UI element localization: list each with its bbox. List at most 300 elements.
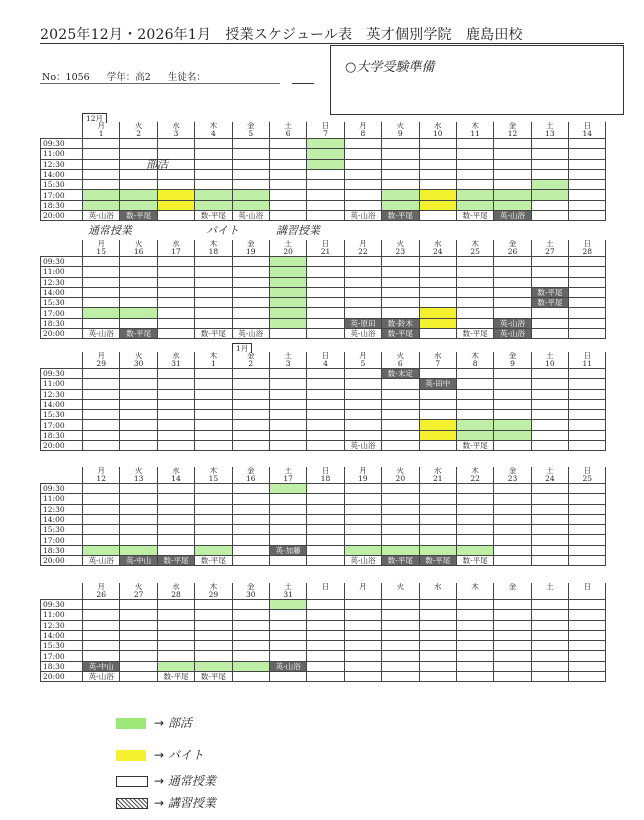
schedule-cell xyxy=(307,420,344,430)
schedule-cell xyxy=(195,149,232,159)
schedule-cell xyxy=(195,180,232,190)
schedule-cell xyxy=(269,610,306,620)
schedule-cell xyxy=(494,277,531,287)
date-label: 2 xyxy=(232,360,269,369)
day-label: 日 xyxy=(569,122,606,130)
time-label: 15:30 xyxy=(41,298,83,308)
time-row xyxy=(41,620,606,630)
day-label: 水 xyxy=(157,467,194,475)
schedule-cell xyxy=(120,600,157,610)
schedule-cell xyxy=(157,620,194,630)
schedule-cell xyxy=(157,535,194,545)
day-label: 水 xyxy=(419,240,456,248)
schedule-cell xyxy=(344,545,381,555)
schedule-cell xyxy=(569,610,606,620)
time-label: 09:30 xyxy=(41,257,83,267)
schedule-cell xyxy=(232,399,269,409)
schedule-cell xyxy=(419,600,456,610)
schedule-cell xyxy=(307,149,344,159)
time-row xyxy=(41,610,606,620)
time-label: 12:30 xyxy=(41,504,83,514)
schedule-cell xyxy=(344,620,381,630)
schedule-cell xyxy=(269,399,306,409)
lesson-cell: 英-原田 xyxy=(344,318,381,328)
schedule-cell xyxy=(157,545,194,555)
date-label: 28 xyxy=(157,591,194,600)
schedule-cell xyxy=(195,308,232,318)
schedule-cell xyxy=(232,318,269,328)
schedule-cell xyxy=(456,651,493,661)
schedule-cell xyxy=(195,410,232,420)
day-label: 金 xyxy=(494,240,531,248)
schedule-cell xyxy=(344,169,381,179)
time-label: 17:00 xyxy=(41,190,83,200)
schedule-cell xyxy=(232,494,269,504)
schedule-cell xyxy=(195,430,232,440)
day-label: 月 xyxy=(83,583,120,591)
schedule-cell xyxy=(344,389,381,399)
time-label: 15:30 xyxy=(41,180,83,190)
schedule-cell xyxy=(269,287,306,297)
schedule-cell xyxy=(120,420,157,430)
schedule-cell xyxy=(120,257,157,267)
schedule-cell xyxy=(531,600,568,610)
legend-bukatsu: → 部活 xyxy=(154,716,192,730)
name-underline xyxy=(292,83,314,84)
day-label: 土 xyxy=(269,467,306,475)
time-row xyxy=(41,159,606,169)
schedule-cell xyxy=(120,180,157,190)
date-label: 16 xyxy=(120,248,157,257)
schedule-cell xyxy=(232,308,269,318)
time-label: 20:00 xyxy=(41,211,83,221)
date-label: 22 xyxy=(344,248,381,257)
schedule-cell xyxy=(382,200,419,210)
schedule-cell xyxy=(456,389,493,399)
lesson-cell: 英-山浴 xyxy=(232,329,269,339)
date-label: 1 xyxy=(83,130,120,139)
time-label: 09:30 xyxy=(41,600,83,610)
date-label: 30 xyxy=(120,360,157,369)
schedule-cell xyxy=(419,298,456,308)
lesson-cell: 数-平尾 xyxy=(456,329,493,339)
schedule-cell xyxy=(269,430,306,440)
schedule-cell xyxy=(382,159,419,169)
schedule-cell xyxy=(83,139,120,149)
schedule-cell xyxy=(83,514,120,524)
schedule-cell xyxy=(232,545,269,555)
day-label: 土 xyxy=(531,467,568,475)
schedule-cell xyxy=(382,410,419,420)
schedule-cell xyxy=(120,441,157,451)
schedule-cell xyxy=(531,329,568,339)
schedule-cell xyxy=(419,257,456,267)
schedule-cell xyxy=(195,420,232,430)
schedule-cell xyxy=(307,651,344,661)
schedule-cell xyxy=(419,430,456,440)
day-label: 火 xyxy=(120,240,157,248)
schedule-cell xyxy=(157,389,194,399)
schedule-cell xyxy=(456,525,493,535)
day-label: 木 xyxy=(456,583,493,591)
schedule-cell xyxy=(569,149,606,159)
schedule-cell xyxy=(269,369,306,379)
schedule-cell xyxy=(494,672,531,682)
schedule-cell xyxy=(569,556,606,566)
date-label: 6 xyxy=(269,130,306,139)
schedule-cell xyxy=(120,190,157,200)
date-label: 14 xyxy=(569,130,606,139)
schedule-cell xyxy=(83,159,120,169)
schedule-cell xyxy=(195,545,232,555)
memo-text: ○大学受験準備 xyxy=(345,60,435,75)
schedule-cell xyxy=(494,139,531,149)
day-label: 火 xyxy=(120,352,157,360)
schedule-cell xyxy=(569,200,606,210)
date-label: 23 xyxy=(494,475,531,484)
schedule-cell xyxy=(382,620,419,630)
schedule-cell xyxy=(307,329,344,339)
schedule-cell xyxy=(232,149,269,159)
day-label: 金 xyxy=(232,583,269,591)
schedule-cell xyxy=(494,525,531,535)
schedule-cell xyxy=(307,441,344,451)
schedule-cell xyxy=(307,525,344,535)
schedule-cell xyxy=(456,600,493,610)
schedule-cell xyxy=(344,410,381,420)
schedule-cell xyxy=(157,318,194,328)
date-label: 29 xyxy=(195,591,232,600)
schedule-cell xyxy=(157,298,194,308)
date-label: 9 xyxy=(382,130,419,139)
schedule-cell xyxy=(195,379,232,389)
day-label: 火 xyxy=(382,122,419,130)
lesson-cell: 数-平尾 xyxy=(120,329,157,339)
schedule-cell xyxy=(531,651,568,661)
date-label: 1 xyxy=(195,360,232,369)
schedule-cell xyxy=(269,672,306,682)
schedule-cell xyxy=(269,494,306,504)
time-row xyxy=(41,430,606,440)
schedule-cell xyxy=(494,190,531,200)
schedule-cell xyxy=(232,159,269,169)
time-row xyxy=(41,556,606,566)
date-label: 31 xyxy=(157,360,194,369)
schedule-cell xyxy=(120,661,157,671)
lesson-cell: 英-山浴 xyxy=(269,661,306,671)
lesson-cell: 英-田中 xyxy=(419,379,456,389)
schedule-cell xyxy=(83,641,120,651)
schedule-cell xyxy=(531,672,568,682)
date-label: 17 xyxy=(269,475,306,484)
time-label: 14:00 xyxy=(41,630,83,640)
schedule-cell xyxy=(382,494,419,504)
schedule-cell xyxy=(83,267,120,277)
lesson-cell: 英-中山 xyxy=(83,661,120,671)
memo-box xyxy=(330,45,624,115)
schedule-cell xyxy=(120,389,157,399)
schedule-cell xyxy=(531,369,568,379)
date-label: 15 xyxy=(83,248,120,257)
schedule-cell xyxy=(83,441,120,451)
schedule-cell xyxy=(232,514,269,524)
schedule-cell xyxy=(531,399,568,409)
schedule-cell xyxy=(531,308,568,318)
schedule-cell xyxy=(569,308,606,318)
schedule-cell xyxy=(269,159,306,169)
date-label: 11 xyxy=(456,130,493,139)
schedule-cell xyxy=(157,504,194,514)
date-label: 31 xyxy=(269,591,306,600)
schedule-cell xyxy=(83,525,120,535)
schedule-cell xyxy=(569,389,606,399)
day-label: 月 xyxy=(344,240,381,248)
schedule-cell xyxy=(569,257,606,267)
schedule-cell xyxy=(419,211,456,221)
schedule-cell xyxy=(83,287,120,297)
week-table-4 xyxy=(40,467,606,566)
time-row xyxy=(41,149,606,159)
schedule-cell xyxy=(157,329,194,339)
schedule-cell xyxy=(195,298,232,308)
schedule-cell xyxy=(195,514,232,524)
schedule-cell xyxy=(195,641,232,651)
schedule-cell xyxy=(456,545,493,555)
schedule-cell xyxy=(531,169,568,179)
schedule-cell xyxy=(569,287,606,297)
day-label: 木 xyxy=(195,352,232,360)
lesson-cell: 数-平尾 xyxy=(531,298,568,308)
schedule-cell xyxy=(307,211,344,221)
schedule-cell xyxy=(269,504,306,514)
schedule-cell xyxy=(382,389,419,399)
schedule-cell xyxy=(269,298,306,308)
schedule-cell xyxy=(344,535,381,545)
schedule-cell xyxy=(232,535,269,545)
schedule-cell xyxy=(531,661,568,671)
schedule-cell xyxy=(157,600,194,610)
schedule-cell xyxy=(195,369,232,379)
schedule-cell xyxy=(569,379,606,389)
day-label: 金 xyxy=(232,240,269,248)
schedule-cell xyxy=(269,200,306,210)
time-row xyxy=(41,420,606,430)
schedule-cell xyxy=(456,298,493,308)
day-label: 木 xyxy=(456,240,493,248)
schedule-cell xyxy=(157,484,194,494)
date-label: 3 xyxy=(269,360,306,369)
time-row xyxy=(41,267,606,277)
schedule-cell xyxy=(419,661,456,671)
schedule-cell xyxy=(83,257,120,267)
schedule-cell xyxy=(456,379,493,389)
schedule-cell xyxy=(531,190,568,200)
schedule-cell xyxy=(419,149,456,159)
schedule-cell xyxy=(307,556,344,566)
schedule-cell xyxy=(494,535,531,545)
schedule-cell xyxy=(120,494,157,504)
schedule-cell xyxy=(157,211,194,221)
schedule-cell xyxy=(344,369,381,379)
week-table-5 xyxy=(40,583,606,682)
schedule-cell xyxy=(494,641,531,651)
schedule-cell xyxy=(232,169,269,179)
lesson-cell: 英-山浴 xyxy=(494,329,531,339)
schedule-cell xyxy=(569,430,606,440)
schedule-cell xyxy=(157,494,194,504)
schedule-cell xyxy=(120,504,157,514)
schedule-cell xyxy=(120,298,157,308)
schedule-cell xyxy=(382,267,419,277)
day-label: 水 xyxy=(419,583,456,591)
day-label: 金 xyxy=(494,122,531,130)
schedule-cell xyxy=(494,545,531,555)
schedule-cell xyxy=(307,410,344,420)
schedule-cell xyxy=(157,379,194,389)
day-label: 金 xyxy=(494,352,531,360)
schedule-cell xyxy=(531,641,568,651)
schedule-cell xyxy=(83,494,120,504)
schedule-cell xyxy=(569,525,606,535)
schedule-cell xyxy=(157,441,194,451)
time-row xyxy=(41,630,606,640)
schedule-cell xyxy=(120,545,157,555)
schedule-cell xyxy=(120,399,157,409)
day-label: 日 xyxy=(569,583,606,591)
day-label: 水 xyxy=(419,352,456,360)
schedule-cell xyxy=(195,318,232,328)
schedule-cell xyxy=(307,298,344,308)
lesson-cell: 英-山浴 xyxy=(232,211,269,221)
schedule-cell xyxy=(419,267,456,277)
schedule-cell xyxy=(232,379,269,389)
schedule-cell xyxy=(195,159,232,169)
schedule-cell xyxy=(569,369,606,379)
day-label: 土 xyxy=(269,583,306,591)
schedule-cell xyxy=(569,651,606,661)
schedule-cell xyxy=(531,379,568,389)
schedule-cell xyxy=(307,494,344,504)
date-label xyxy=(494,591,531,600)
schedule-cell xyxy=(569,600,606,610)
schedule-cell xyxy=(569,267,606,277)
schedule-cell xyxy=(456,287,493,297)
day-label: 土 xyxy=(269,240,306,248)
day-label: 火 xyxy=(120,467,157,475)
schedule-cell xyxy=(419,630,456,640)
schedule-cell xyxy=(83,430,120,440)
schedule-cell xyxy=(569,620,606,630)
date-label xyxy=(344,591,381,600)
schedule-cell xyxy=(157,420,194,430)
schedule-cell xyxy=(157,514,194,524)
schedule-cell xyxy=(157,180,194,190)
day-label: 木 xyxy=(195,583,232,591)
day-label: 金 xyxy=(494,583,531,591)
schedule-cell xyxy=(456,620,493,630)
schedule-cell xyxy=(456,159,493,169)
schedule-cell xyxy=(456,318,493,328)
student-name-label: 生徒名： xyxy=(167,72,206,83)
schedule-cell xyxy=(569,159,606,169)
schedule-cell xyxy=(269,318,306,328)
legend-swatch-tsujo xyxy=(116,776,148,787)
schedule-cell xyxy=(269,525,306,535)
time-label: 11:00 xyxy=(41,379,83,389)
time-label: 15:30 xyxy=(41,641,83,651)
date-label: 2 xyxy=(120,130,157,139)
time-label: 20:00 xyxy=(41,441,83,451)
schedule-cell xyxy=(120,620,157,630)
legend-baito: → バイト xyxy=(154,748,204,762)
schedule-cell xyxy=(195,169,232,179)
time-label: 17:00 xyxy=(41,651,83,661)
month-tag-jan: 1月 xyxy=(232,343,252,353)
time-label: 17:00 xyxy=(41,535,83,545)
schedule-cell xyxy=(232,661,269,671)
schedule-cell xyxy=(307,257,344,267)
schedule-cell xyxy=(307,159,344,169)
schedule-cell xyxy=(157,610,194,620)
schedule-cell xyxy=(157,200,194,210)
day-label: 水 xyxy=(157,122,194,130)
schedule-cell xyxy=(232,484,269,494)
schedule-cell xyxy=(195,139,232,149)
schedule-cell xyxy=(307,672,344,682)
schedule-cell xyxy=(344,277,381,287)
schedule-cell xyxy=(569,139,606,149)
date-label: 27 xyxy=(531,248,568,257)
schedule-cell xyxy=(531,159,568,169)
schedule-cell xyxy=(419,514,456,524)
schedule-cell xyxy=(120,610,157,620)
day-label: 火 xyxy=(120,122,157,130)
schedule-cell xyxy=(120,267,157,277)
schedule-cell xyxy=(344,257,381,267)
schedule-cell xyxy=(419,180,456,190)
schedule-cell xyxy=(120,525,157,535)
schedule-cell xyxy=(232,504,269,514)
schedule-cell xyxy=(83,399,120,409)
schedule-cell xyxy=(494,514,531,524)
date-label: 25 xyxy=(569,475,606,484)
schedule-cell xyxy=(157,430,194,440)
date-label: 12 xyxy=(83,475,120,484)
schedule-cell xyxy=(344,159,381,169)
schedule-cell xyxy=(419,369,456,379)
time-label: 11:00 xyxy=(41,149,83,159)
schedule-cell xyxy=(419,651,456,661)
time-label: 14:00 xyxy=(41,514,83,524)
day-label: 日 xyxy=(307,240,344,248)
schedule-cell xyxy=(419,525,456,535)
schedule-cell xyxy=(494,430,531,440)
schedule-cell xyxy=(531,149,568,159)
day-label: 土 xyxy=(531,240,568,248)
date-label: 10 xyxy=(419,130,456,139)
schedule-cell xyxy=(569,298,606,308)
schedule-cell xyxy=(83,308,120,318)
time-row xyxy=(41,441,606,451)
day-label: 木 xyxy=(456,352,493,360)
schedule-cell xyxy=(419,641,456,651)
time-row xyxy=(41,672,606,682)
schedule-cell xyxy=(157,267,194,277)
schedule-cell xyxy=(83,298,120,308)
lesson-cell: 数-平尾 xyxy=(419,556,456,566)
schedule-cell xyxy=(307,277,344,287)
schedule-cell xyxy=(569,672,606,682)
